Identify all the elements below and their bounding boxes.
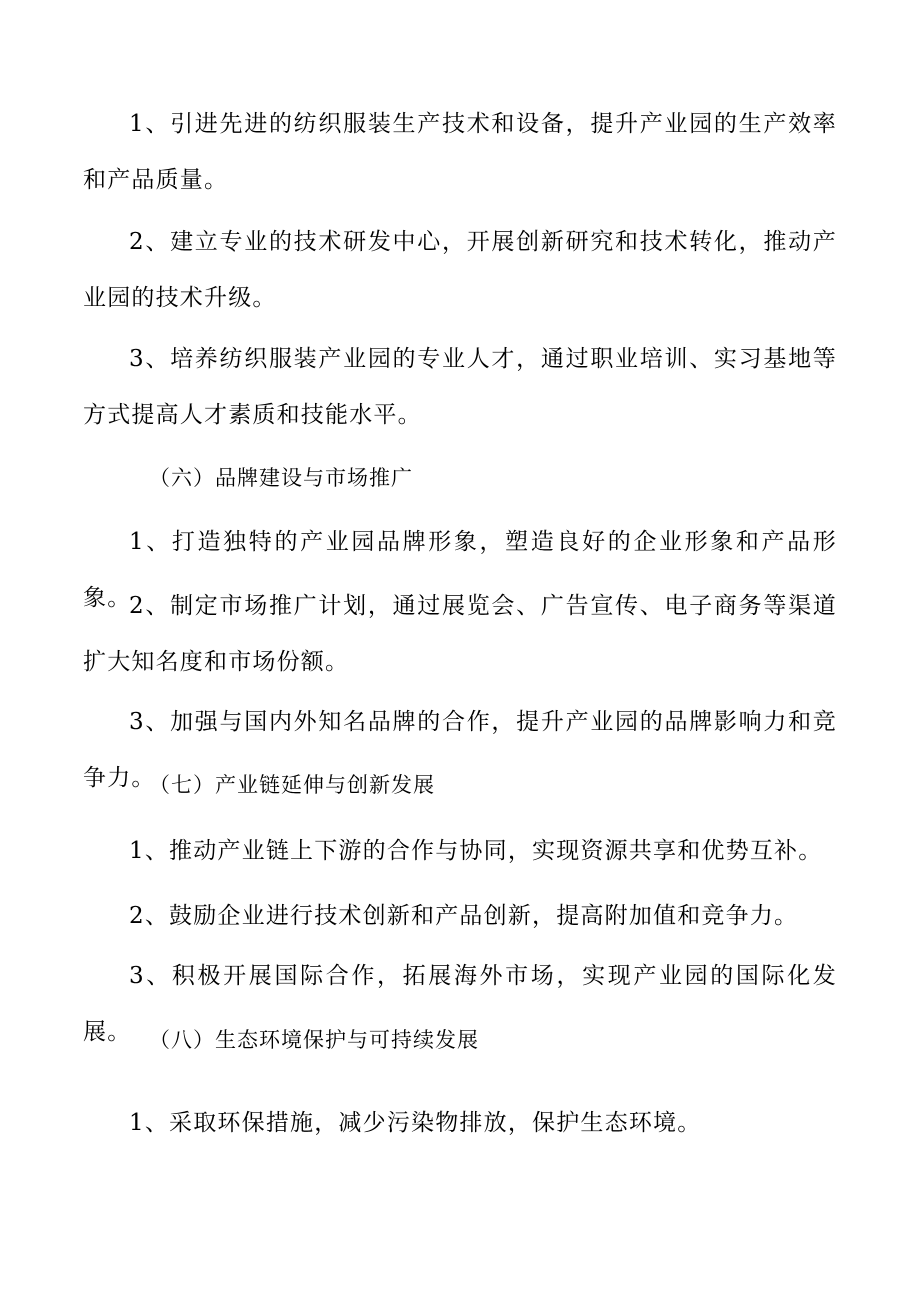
paragraph-tech-equipment: 1、引进先进的纺织服装生产技术和设备，提升产业园的生产效率和产品质量。 — [83, 111, 837, 193]
paragraph-market-promotion: 2、制定市场推广计划，通过展览会、广告宣传、电子商务等渠道扩大知名度和市场份额。 — [83, 593, 837, 675]
paragraph-brand-cooperation: 3、加强与国内外知名品牌的合作，提升产业园的品牌影响力和竞争力。 — [83, 709, 837, 791]
section-heading-industry-chain: （七）产业链延伸与创新发展 — [149, 773, 435, 797]
paragraph-international: 3、积极开展国际合作，拓展海外市场，实现产业园的国际化发展。 — [83, 963, 837, 1045]
paragraph-environment: 1、采取环保措施，减少污染物排放，保护生态环境。 — [129, 1110, 702, 1136]
section-heading-brand: （六）品牌建设与市场推广 — [149, 466, 413, 490]
paragraph-chain-cooperation: 1、推动产业链上下游的合作与协同，实现资源共享和优势互补。 — [129, 838, 823, 864]
paragraph-brand-image: 1、打造独特的产业园品牌形象，塑造良好的企业形象和产品形象。 — [83, 529, 837, 611]
section-heading-ecology: （八）生态环境保护与可持续发展 — [149, 1028, 479, 1052]
paragraph-innovation: 2、鼓励企业进行技术创新和产品创新，提高附加值和竞争力。 — [129, 903, 799, 929]
paragraph-talent-training: 3、培养纺织服装产业园的专业人才，通过职业培训、实习基地等方式提高人才素质和技能水平。 — [83, 346, 837, 428]
paragraph-rd-center: 2、建立专业的技术研发中心，开展创新研究和技术转化，推动产业园的技术升级。 — [83, 229, 837, 311]
